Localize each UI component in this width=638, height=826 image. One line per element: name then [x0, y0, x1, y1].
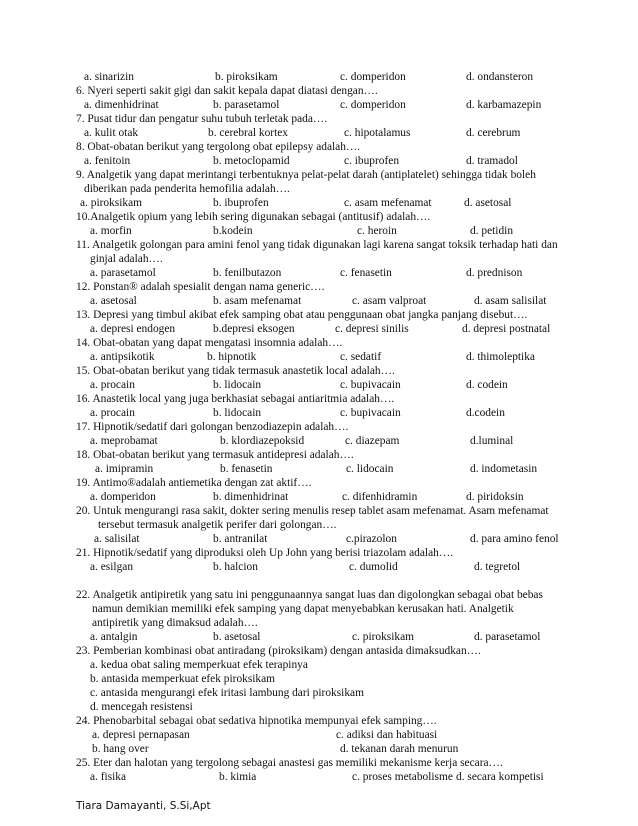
question-20: 20. Untuk mengurangi rasa sakit, dokter sering menulis resep tablet asam mefenamat. Asam mefenamat	[76, 505, 549, 517]
option-d: d. tegretol	[474, 561, 521, 573]
option-d: d. piridoksin	[466, 491, 524, 503]
option-a: a. meprobamat	[90, 435, 158, 447]
question-11: 11. Analgetik golongan para amini fenol yang tidak digunakan lagi karena sangat toksik terhadap hati dan	[76, 239, 558, 251]
option-b: b.depresi eksogen	[213, 323, 295, 335]
option-b: b. klordiazepoksid	[220, 435, 305, 447]
question-11-continued: ginjal adalah….	[90, 253, 163, 265]
option-d: d. asetosal	[464, 197, 512, 209]
option-d: d. secara kompetisi	[456, 771, 544, 783]
option-c: c. dumolid	[349, 561, 398, 573]
option-a: a. depresi pernapasan	[92, 729, 190, 741]
question-24: 24. Phenobarbital sebagai obat sedativa hipnotika mempunyai efek samping….	[76, 715, 437, 727]
option-c: c. sedatif	[340, 351, 382, 363]
option-a: a. depresi endogen	[90, 323, 176, 335]
option-c: c. difenhidramin	[342, 491, 418, 503]
option-b: b. antranilat	[213, 533, 268, 545]
question-18: 18. Obat-obatan berikut yang termasuk antidepresi adalah….	[76, 449, 354, 461]
option-d: d.codein	[466, 407, 505, 419]
option-c: c. piroksikam	[352, 631, 415, 643]
option-c: c. ibuprofen	[344, 155, 400, 167]
option-d: d. karbamazepin	[466, 99, 542, 111]
option-a: a. domperidon	[90, 491, 156, 503]
question-23: 23. Pemberian kombinasi obat antiradang (piroksikam) dengan antasida dimaksudkan….	[76, 645, 481, 657]
option-a: a. esilgan	[90, 561, 134, 573]
option-d: d. asam salisilat	[474, 295, 547, 307]
option-b: b. asetosal	[213, 631, 261, 643]
option-c: c. depresi sinilis	[335, 323, 409, 335]
option-d: d. petidin	[470, 225, 514, 237]
option-d: d.luminal	[470, 435, 514, 447]
question-19: 19. Antimo®adalah antiemetika dengan zat aktif….	[76, 477, 312, 489]
option-b: b. fenasetin	[220, 463, 273, 475]
option-a: a. procain	[90, 379, 135, 391]
question-21: 21. Hipnotik/sedatif yang diproduksi oleh Up John yang berisi triazolam adalah….	[76, 547, 454, 559]
option-a: a. sinarizin	[84, 71, 134, 83]
option-c: c. diazepam	[345, 435, 400, 447]
option-a: a. antipsikotik	[90, 351, 155, 363]
option-b: b. piroksikam	[215, 71, 278, 83]
option-c: c. lidocain	[346, 463, 394, 475]
question-12: 12. Ponstan® adalah spesialit dengan nama generic….	[76, 281, 325, 293]
option-b: b. parasetamol	[213, 99, 280, 111]
option-d: d. thimoleptika	[466, 351, 535, 363]
option-b: b. cerebral kortex	[208, 127, 289, 139]
option-b: b.kodein	[213, 225, 253, 237]
option-c: c. domperidon	[340, 71, 406, 83]
option-a: a. kulit otak	[84, 127, 139, 139]
option-a: a. procain	[90, 407, 135, 419]
option-c: c. bupivacain	[340, 407, 401, 419]
option-d: d. ondansteron	[466, 71, 534, 83]
question-25: 25. Eter dan halotan yang tergolong sebagai anastesi gas memiliki mekanisme kerja secara….	[76, 757, 503, 769]
option-a: a. dimenhidrinat	[84, 99, 159, 111]
question-22-continued: namun demikian memiliki efek samping yang dapat menyebabkan kerusakan hati. Analgetik	[92, 603, 514, 615]
option-b: b. dimenhidrinat	[213, 491, 289, 503]
option-b: b. hipnotik	[207, 351, 257, 363]
question-20-continued: tersebut termasuk analgetik perifer dari golongan….	[98, 519, 337, 531]
option-d: d. depresi postnatal	[462, 323, 551, 335]
option-c: c. heroin	[357, 225, 397, 237]
option-b: b. kimia	[219, 771, 257, 783]
option-c: c. hipotalamus	[344, 127, 411, 139]
option-a: a. fisika	[90, 771, 127, 783]
option-a: a. kedua obat saling memperkuat efek terapinya	[90, 659, 308, 671]
option-c: c. bupivacain	[340, 379, 401, 391]
option-d: d. indometasin	[470, 463, 538, 475]
option-a: a. asetosal	[90, 295, 137, 307]
option-b: b. hang over	[92, 743, 149, 755]
page-footer-author: Tiara Damayanti, S.Si,Apt	[76, 800, 211, 812]
option-d: d. parasetamol	[474, 631, 541, 643]
question-13: 13. Depresi yang timbul akibat efek samping obat atau penggunaan obat jangka panjang disebut….	[76, 309, 528, 321]
option-b: b. halcion	[213, 561, 258, 573]
option-d: d. codein	[466, 379, 508, 391]
question-9-continued: diberikan pada penderita hemofilia adalah….	[84, 183, 290, 195]
question-22: 22. Analgetik antipiretik yang satu ini penggunaannya sangat luas dan digolongkan sebagai obat bebas	[76, 589, 543, 601]
question-15: 15. Obat-obatan berikut yang tidak termasuk anastetik local adalah….	[76, 365, 395, 377]
question-14: 14. Obat-obatan yang dapat mengatasi insomnia adalah….	[76, 337, 343, 349]
option-a: a. piroksikam	[80, 197, 143, 209]
option-c: c.pirazolon	[346, 533, 397, 545]
question-9: 9. Analgetik yang dapat merintangi terbentuknya pelat-pelat darah (antiplatelet) sehingga tidak boleh	[76, 169, 536, 181]
option-d: d. para amino fenol	[470, 533, 559, 545]
option-b: b. metoclopamid	[213, 155, 290, 167]
option-c: c. antasida mengurangi efek iritasi lambung dari piroksikam	[90, 687, 364, 699]
option-d: d. cerebrum	[466, 127, 521, 139]
option-c: c. asam valproat	[352, 295, 427, 307]
option-a: a. morfin	[90, 225, 132, 237]
question-17: 17. Hipnotik/sedatif dari golongan benzodiazepin adalah….	[76, 421, 349, 433]
option-a: a. antalgin	[90, 631, 138, 643]
option-c: c. proses metabolisme	[352, 771, 453, 783]
option-c: c. adiksi dan habituasi	[336, 729, 438, 741]
option-a: a. salisilat	[94, 533, 140, 545]
question-8: 8. Obat-obatan berikut yang tergolong obat epilepsy adalah….	[76, 141, 361, 153]
option-a: a. fenitoin	[84, 155, 131, 167]
option-a: a. imipramin	[95, 463, 154, 475]
question-22-continued: antipiretik yang dimaksud adalah….	[92, 617, 258, 629]
option-d: d. prednison	[466, 267, 523, 279]
option-d: d. tramadol	[466, 155, 518, 167]
option-d: d. tekanan darah menurun	[340, 743, 459, 755]
question-7: 7. Pusat tidur dan pengatur suhu tubuh terletak pada….	[76, 113, 328, 125]
option-b: b. lidocain	[213, 407, 262, 419]
option-b: b. fenilbutazon	[213, 267, 282, 279]
option-d: d. mencegah resistensi	[90, 701, 193, 713]
option-b: b. ibuprofen	[213, 197, 269, 209]
option-c: c. domperidon	[340, 99, 406, 111]
option-b: b. lidocain	[213, 379, 262, 391]
option-c: c. asam mefenamat	[344, 197, 432, 209]
option-a: a. parasetamol	[90, 267, 156, 279]
option-b: b. antasida memperkuat efek piroksikam	[90, 673, 276, 685]
question-6: 6. Nyeri seperti sakit gigi dan sakit kepala dapat diatasi dengan….	[76, 85, 378, 97]
question-10: 10.Analgetik opium yang lebih sering digunakan sebagai (antitusif) adalah….	[76, 211, 431, 223]
option-c: c. fenasetin	[340, 267, 392, 279]
option-b: b. asam mefenamat	[213, 295, 302, 307]
question-16: 16. Anastetik local yang juga berkhasiat sebagai antiaritmia adalah….	[76, 393, 395, 405]
